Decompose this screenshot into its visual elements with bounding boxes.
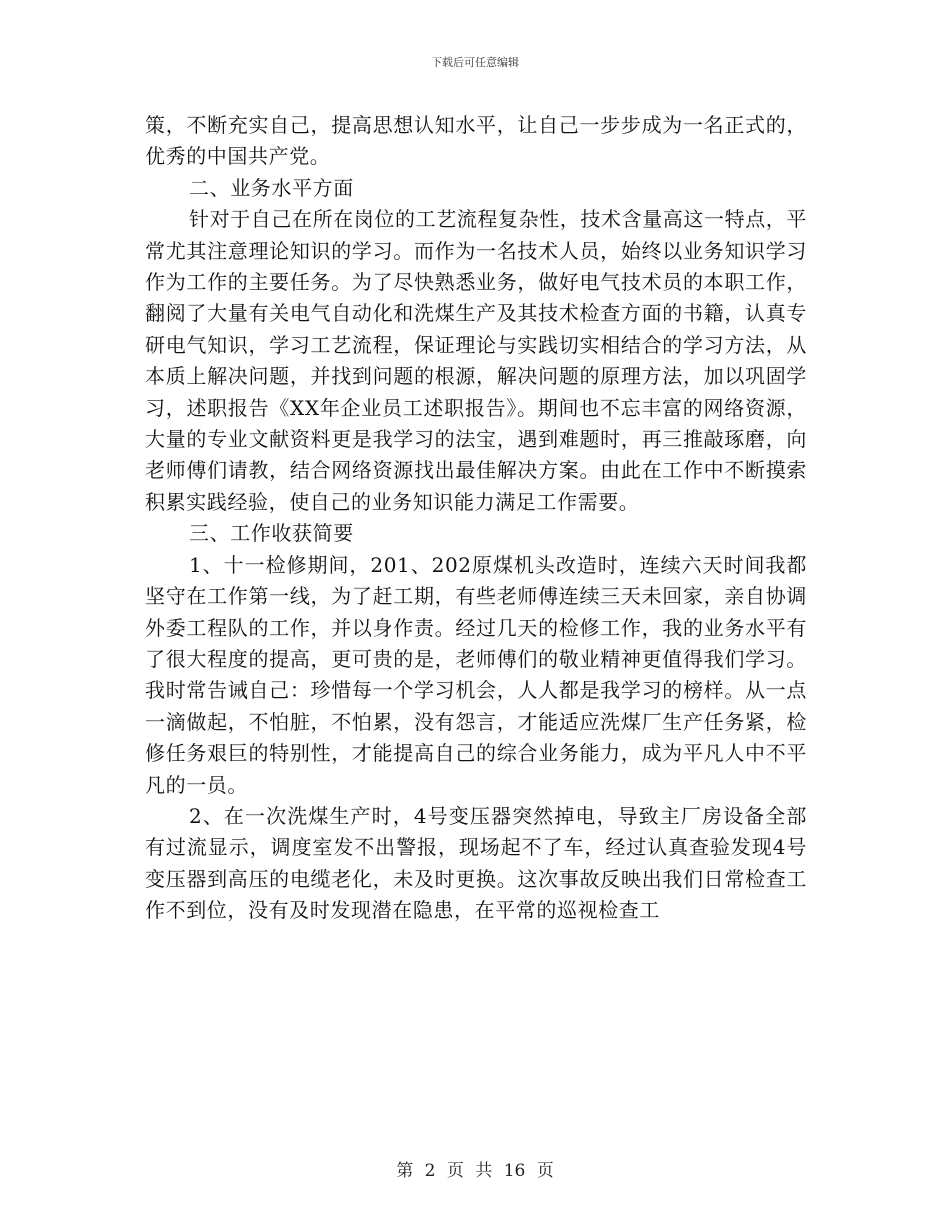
- section-heading-achievements: 三、工作收获简要: [189, 521, 354, 546]
- page-header: 下载后可任意编辑: [431, 56, 519, 69]
- section-heading-business: 二、业务水平方面: [189, 175, 354, 200]
- page-number: 第 2 页 共 16 页: [396, 1161, 554, 1181]
- document-body: [145, 110, 807, 927]
- paragraph-business-level: 针对于自己在所在岗位的工艺流程复杂性，技术含量高这一特点，平常尤其注意理论知识的学习。而作为一名技术人员，始终以业务知识学习作为工作的主要任务。为了尽快熟悉业务，做好电气技术员的本职工作，翻阅了大量有关电气自动化和洗煤生产及其技术检查方面的书籍，认真专研电气知识，学习工艺流程，保证理论与实践切实相结合的学习方法，从本质上解决问题，并找到问题的根源，解决问题的原理方法，加以巩固学习，述职报告《XX年企业员工述职报告》。期间也不忘丰富的网络资源，大量的专业文献资料更是我学习的法宝，遇到难题时，再三推敲琢磨，向老师傅们请教，结合网络资源找出最佳解决方案。由此在工作中不断摸索积累实践经验，使自己的业务知识能力满足工作需要。: [145, 207, 807, 514]
- paragraph-achievement-1: 1、十一检修期间，201、202原煤机头改造时，连续六天时间我都坚守在工作第一线，为了赶工期，有些老师傅连续三天未回家，亲自协调外委工程队的工作，并以身作责。经过几天的检修工作，我的业务水平有了很大程度的提高，更可贵的是，老师傅们的敬业精神更值得我们学习。我时常告诫自己：珍惜每一个学习机会，人人都是我学习的榜样。从一点一滴做起，不怕脏，不怕累，没有怨言，才能适应洗煤厂生产任务紧，检修任务艰巨的特别性，才能提高自己的综合业务能力，成为平凡人中不平凡的一员。: [145, 552, 807, 797]
- paragraph-achievement-2: 2、在一次洗煤生产时，4号变压器突然掉电，导致主厂房设备全部有过流显示，调度室发不出警报，现场起不了车，经过认真查验发现4号变压器到高压的电缆老化，未及时更换。这次事故反映出我们日常检查工作不到位，没有及时发现潜在隐患，在平常的巡视检查工: [145, 803, 807, 923]
- paragraph-continuation: 策，不断充实自己，提高思想认知水平，让自己一步步成为一名正式的，优秀的中国共产党。: [145, 113, 807, 169]
